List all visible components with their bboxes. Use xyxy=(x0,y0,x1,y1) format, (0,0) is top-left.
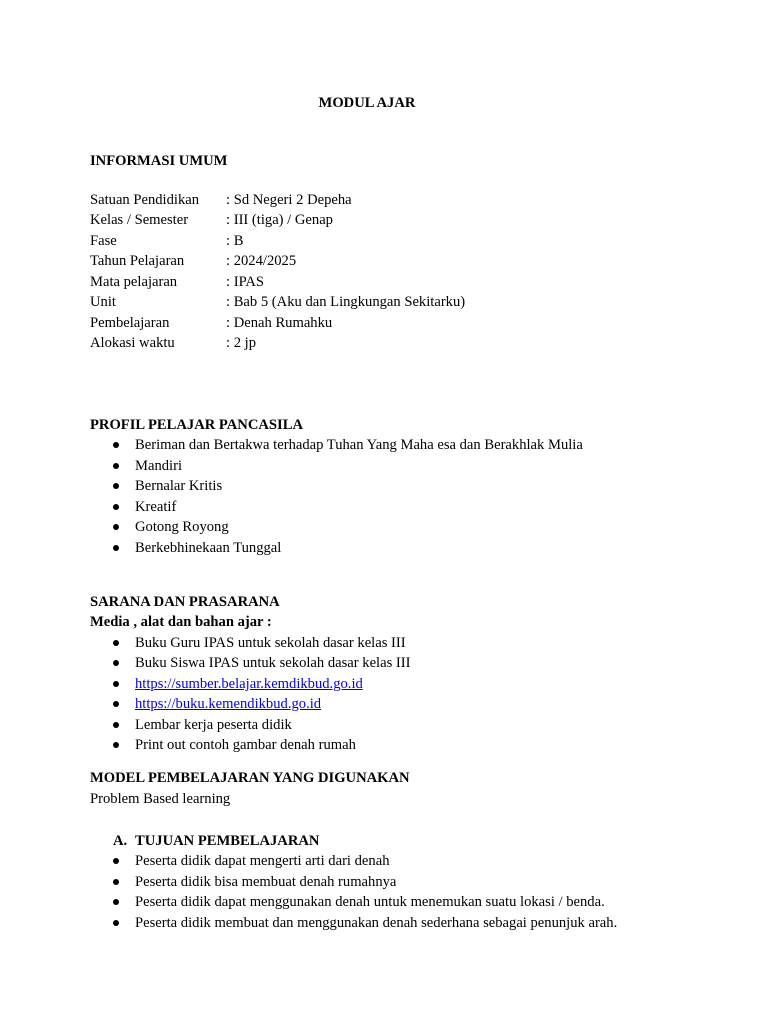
model-heading: MODEL PEMBELAJARAN YANG DIGUNAKAN xyxy=(90,770,410,786)
tujuan-marker: A. xyxy=(113,833,128,849)
info-label-mapel: Mata pelajaran xyxy=(90,274,178,290)
model-value: Problem Based learning xyxy=(90,791,231,807)
info-value-mapel: : IPAS xyxy=(226,274,264,290)
bullet-icon xyxy=(113,442,119,448)
informasi-umum-heading: INFORMASI UMUM xyxy=(90,153,228,169)
profil-item: Gotong Royong xyxy=(135,519,229,535)
bullet-icon xyxy=(113,742,119,748)
info-label-kelas: Kelas / Semester xyxy=(90,212,189,228)
tujuan-item: Peserta didik bisa membuat denah rumahnya xyxy=(135,874,397,890)
bullet-icon xyxy=(113,920,119,926)
info-label-unit: Unit xyxy=(90,294,116,310)
bullet-icon xyxy=(113,640,119,646)
info-label-alokasi: Alokasi waktu xyxy=(90,335,175,351)
profil-item: Kreatif xyxy=(135,499,177,515)
info-value-satuan: : Sd Negeri 2 Depeha xyxy=(226,192,352,208)
bullet-icon xyxy=(113,524,119,530)
bullet-icon xyxy=(113,899,119,905)
tujuan-item: Peserta didik membuat dan menggunakan denah sederhana sebagai penunjuk arah. xyxy=(135,915,618,931)
bullet-icon xyxy=(113,660,119,666)
buku-kemendikbud-link[interactable]: https://buku.kemendikbud.go.id xyxy=(135,696,322,712)
info-value-kelas: : III (tiga) / Genap xyxy=(226,212,333,228)
profil-item: Beriman dan Bertakwa terhadap Tuhan Yang Maha esa dan Berakhlak Mulia xyxy=(135,437,583,453)
bullet-icon xyxy=(113,681,119,687)
sarana-item: Buku Guru IPAS untuk sekolah dasar kelas III xyxy=(135,635,406,651)
bullet-icon xyxy=(113,701,119,707)
info-value-alokasi: : 2 jp xyxy=(226,335,256,351)
info-value-unit: : Bab 5 (Aku dan Lingkungan Sekitarku) xyxy=(226,294,466,310)
info-value-pembelajaran: : Denah Rumahku xyxy=(226,315,333,331)
bullet-icon xyxy=(113,879,119,885)
info-label-satuan: Satuan Pendidikan xyxy=(90,192,200,208)
tujuan-item: Peserta didik dapat menggunakan denah untuk menemukan suatu lokasi / benda. xyxy=(135,894,605,910)
bullet-icon xyxy=(113,463,119,469)
sumber-belajar-link[interactable]: https://sumber.belajar.kemdikbud.go.id xyxy=(135,676,363,692)
bullet-icon xyxy=(113,858,119,864)
profil-item: Bernalar Kritis xyxy=(135,478,223,494)
sarana-item: Lembar kerja peserta didik xyxy=(135,717,292,733)
info-value-fase: : B xyxy=(226,233,244,249)
bullet-icon xyxy=(113,545,119,551)
profil-item: Berkebhinekaan Tunggal xyxy=(135,540,282,556)
info-label-fase: Fase xyxy=(90,233,117,249)
document-title: MODUL AJAR xyxy=(318,95,416,111)
sarana-item: Print out contoh gambar denah rumah xyxy=(135,737,356,753)
bullet-icon xyxy=(113,504,119,510)
bullet-icon xyxy=(113,483,119,489)
sarana-item: Buku Siswa IPAS untuk sekolah dasar kelas III xyxy=(135,655,411,671)
sarana-subheading: Media , alat dan bahan ajar : xyxy=(90,614,272,630)
info-value-tahun: : 2024/2025 xyxy=(226,253,297,269)
profil-item: Mandiri xyxy=(135,458,183,474)
info-label-pembelajaran: Pembelajaran xyxy=(90,315,170,331)
tujuan-heading: TUJUAN PEMBELAJARAN xyxy=(135,833,320,849)
tujuan-item: Peserta didik dapat mengerti arti dari denah xyxy=(135,853,390,869)
profil-heading: PROFIL PELAJAR PANCASILA xyxy=(90,417,303,433)
bullet-icon xyxy=(113,722,119,728)
info-label-tahun: Tahun Pelajaran xyxy=(90,253,185,269)
sarana-heading: SARANA DAN PRASARANA xyxy=(90,594,280,610)
